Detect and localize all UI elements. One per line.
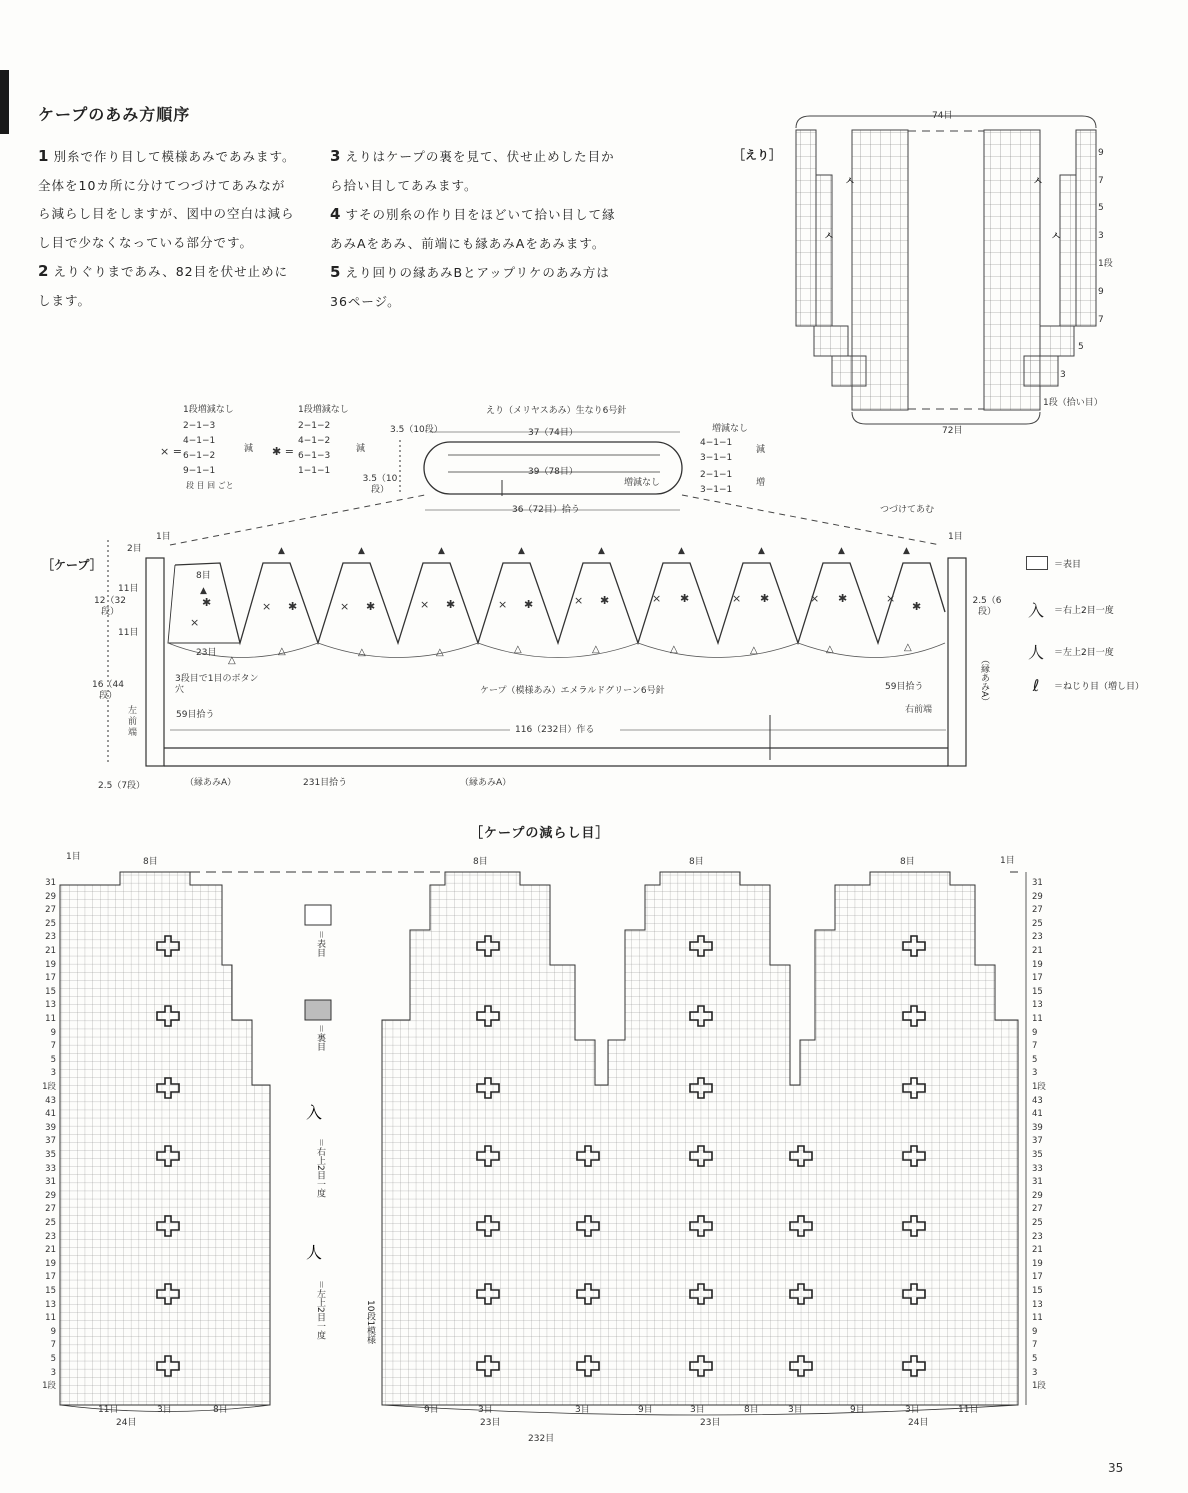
stitch-count: 3目 xyxy=(905,1405,920,1415)
row-number: 35 xyxy=(45,1150,56,1160)
stitch-count: 9目 xyxy=(424,1405,439,1415)
row-number: 19 xyxy=(1032,959,1043,970)
row-number: 37 xyxy=(45,1136,56,1147)
svg-text:△: △ xyxy=(514,644,522,655)
row-number: 27 xyxy=(1032,1204,1043,1215)
svg-text:△: △ xyxy=(278,646,286,657)
x-formula-row: 6−1−2 xyxy=(183,451,216,461)
top-left-stitch2: 2目 xyxy=(127,544,142,554)
collar-bottom-row: 1段（拾い目） xyxy=(1043,398,1103,408)
row-number: 19 xyxy=(45,959,56,970)
mid-legend-purl: ＝裏目 xyxy=(315,1024,325,1052)
svg-text:✱: ✱ xyxy=(202,596,212,609)
row-number: 3 xyxy=(1032,1367,1038,1378)
row-number: 17 xyxy=(1032,973,1043,984)
svg-text:▲: ▲ xyxy=(838,546,845,556)
svg-text:人: 人 xyxy=(306,1243,323,1262)
knit-square-icon xyxy=(1026,556,1048,570)
svg-text:✱: ✱ xyxy=(446,598,456,611)
pick-59-left: 59目拾う xyxy=(176,710,215,720)
row-number: 7 xyxy=(50,1041,56,1052)
chart-top-label: 8目 xyxy=(143,857,158,867)
pick-231: 231目拾う xyxy=(303,778,348,788)
stitch-count: 11目 xyxy=(98,1405,119,1415)
row-number: 11 xyxy=(45,1014,56,1024)
collar-label: ［えり］ xyxy=(733,148,782,162)
row-number: 9 xyxy=(50,1326,56,1337)
stitch-count: 3目 xyxy=(788,1405,803,1415)
twisted-stitch-icon: ℓ xyxy=(1032,676,1040,695)
svg-text:▲: ▲ xyxy=(903,546,910,556)
row-number: 17 xyxy=(1032,1272,1043,1283)
decrease-chart-title: ［ケープの減らし目］ xyxy=(470,826,610,841)
dim-2-5-bottom: 2.5（7段） xyxy=(98,781,146,791)
legend-knit: ＝表目 xyxy=(1026,556,1081,570)
left-front-edge: 左前端 xyxy=(128,706,138,738)
row-number: 19 xyxy=(1032,1258,1043,1269)
collar-row: 3 xyxy=(1060,370,1066,380)
star-formula-row: 4−1−2 xyxy=(298,436,331,446)
row-number: 15 xyxy=(1032,1286,1043,1296)
row-number: 5 xyxy=(1032,1054,1038,1065)
row-number: 37 xyxy=(1032,1136,1043,1147)
row-number: 41 xyxy=(45,1109,56,1120)
row-number: 7 xyxy=(1032,1340,1038,1351)
svg-text:×: × xyxy=(574,594,584,607)
legend-twist: ℓ ＝ねじり目（増し目） xyxy=(1024,676,1144,695)
row-number: 15 xyxy=(45,986,56,997)
dim-11a: 11目 xyxy=(118,584,139,594)
left-decrease-icon: 人 xyxy=(1027,643,1044,662)
collar-row: 9 xyxy=(1098,148,1104,158)
svg-text:ㅅ: ㅅ xyxy=(844,174,856,188)
row-number: 43 xyxy=(1032,1095,1043,1106)
row-number: 7 xyxy=(1032,1041,1038,1052)
row-number: 9 xyxy=(1032,1326,1038,1337)
right-formula-dec: 減 xyxy=(756,445,766,455)
dim-23: 23目 xyxy=(196,648,217,658)
top-right-stitch: 1目 xyxy=(948,532,963,542)
svg-text:×: × xyxy=(190,616,200,629)
stitch-count: 9目 xyxy=(850,1405,865,1415)
row-number: 21 xyxy=(1032,946,1043,956)
row-number: 21 xyxy=(45,946,56,956)
row-number: 9 xyxy=(1032,1027,1038,1038)
row-number: 31 xyxy=(45,878,56,888)
stitch-count-group: 24目 xyxy=(908,1418,929,1428)
row-number: 27 xyxy=(1032,905,1043,916)
row-number: 23 xyxy=(45,1231,56,1242)
edge-a-left: （縁あみA） xyxy=(185,778,237,788)
svg-text:▲: ▲ xyxy=(758,546,765,556)
row-number: 15 xyxy=(1032,986,1043,997)
svg-text:△: △ xyxy=(750,645,758,656)
x-formula-row: 4−1−1 xyxy=(183,436,216,446)
row-number: 17 xyxy=(45,1272,56,1283)
right-formula-mid: 増減なし xyxy=(624,478,661,488)
right-formula-inc-row: 3−1−1 xyxy=(700,485,733,495)
instruction-step: 2 えりぐりまであみ、82目を伏せ止めにします。 xyxy=(38,262,289,308)
svg-text:✱: ✱ xyxy=(524,598,534,611)
svg-text:✱: ✱ xyxy=(288,600,298,613)
collar-mid-size: 39（78目） xyxy=(528,467,578,477)
row-number: 23 xyxy=(45,932,56,943)
row-number: 29 xyxy=(45,1190,56,1201)
row-number: 1段 xyxy=(1032,1381,1046,1392)
svg-text:▲: ▲ xyxy=(438,546,445,556)
svg-text:×: × xyxy=(498,598,508,611)
svg-text:×: × xyxy=(420,598,430,611)
row-number: 25 xyxy=(45,1218,56,1228)
row-number: 25 xyxy=(1032,918,1043,929)
row-number: 5 xyxy=(50,1354,56,1364)
dim-2-5-right: 2.5（6段） xyxy=(972,596,1002,617)
edge-a-right: （縁あみA） xyxy=(979,655,989,707)
page-number: 35 xyxy=(1108,1461,1124,1475)
row-number: 23 xyxy=(1032,932,1043,943)
x-formula-header: 1段増減なし xyxy=(183,405,234,415)
collar-chart xyxy=(796,116,1096,424)
body-note: ケープ（模様あみ）エメラルドグリーン6号針 xyxy=(480,686,665,696)
stitch-count-group: 23目 xyxy=(480,1418,501,1428)
mid-legend-knit: ＝表目 xyxy=(315,930,325,958)
dim-8: 8目 xyxy=(196,571,211,581)
star-formula-side: 減 xyxy=(356,444,366,454)
stitch-count: 11目 xyxy=(958,1405,979,1415)
row-number: 39 xyxy=(1032,1122,1043,1133)
star-formula-row: 6−1−3 xyxy=(298,451,331,461)
row-number: 13 xyxy=(45,1299,56,1310)
row-number: 1段 xyxy=(42,1381,56,1392)
x-formula-row: 2−1−3 xyxy=(183,421,216,431)
right-formula-dec-row: 3−1−1 xyxy=(700,453,733,463)
row-number: 31 xyxy=(45,1177,56,1188)
row-number: 13 xyxy=(45,1000,56,1011)
stitch-count: 3目 xyxy=(157,1405,172,1415)
right-formula-inc: 増 xyxy=(756,478,766,488)
chart-top-label: 8目 xyxy=(473,857,488,867)
collar-pick: 36（72目）拾う xyxy=(512,505,580,515)
star-formula-eq: ✱ = xyxy=(272,445,294,458)
svg-text:▲: ▲ xyxy=(678,546,685,556)
row-number: 35 xyxy=(1032,1150,1043,1160)
collar-row: 5 xyxy=(1078,342,1084,352)
svg-text:✱: ✱ xyxy=(912,600,922,613)
collar-height-top: 3.5（10段） xyxy=(390,425,443,435)
row-number: 3 xyxy=(1032,1068,1038,1079)
chart-corner-right: 1目 xyxy=(1000,856,1015,866)
svg-text:▲: ▲ xyxy=(598,546,605,556)
row-number: 23 xyxy=(1032,1231,1043,1242)
stitch-count: 8目 xyxy=(744,1405,759,1415)
row-number: 19 xyxy=(45,1258,56,1269)
row-number: 11 xyxy=(45,1313,56,1324)
collar-row: 7 xyxy=(1098,315,1104,325)
collar-row: 5 xyxy=(1098,203,1104,213)
row-number: 25 xyxy=(1032,1218,1043,1228)
stitch-count: 8目 xyxy=(213,1405,228,1415)
svg-text:ㅅ: ㅅ xyxy=(1050,229,1062,243)
svg-text:✱: ✱ xyxy=(838,592,848,605)
star-formula-header: 1段増減なし xyxy=(298,405,349,415)
row-number: 3 xyxy=(50,1367,56,1378)
row-number: 5 xyxy=(1032,1354,1038,1364)
collar-height-side: 3.5（10段） xyxy=(362,474,398,495)
svg-text:入: 入 xyxy=(306,1103,323,1122)
svg-text:✱: ✱ xyxy=(600,594,610,607)
row-number: 33 xyxy=(1032,1163,1043,1174)
stitch-count-group: 24目 xyxy=(116,1418,137,1428)
row-number: 15 xyxy=(45,1286,56,1296)
row-number: 29 xyxy=(1032,1190,1043,1201)
svg-text:ㅅ: ㅅ xyxy=(823,229,835,243)
dim-11b: 11目 xyxy=(118,628,139,638)
row-number: 11 xyxy=(1032,1313,1043,1324)
collar-row: 7 xyxy=(1098,176,1104,186)
cast-on-note: 116（232目）作る xyxy=(515,725,595,735)
instruction-step: 1 別糸で作り目して模様あみであみます。全体を10カ所に分けてつづけてあみながら減らし目をしますが、図中の空白は減らし目で少なくなっている部分です。 xyxy=(38,147,296,250)
right-front-edge: 右前端 xyxy=(905,705,933,715)
right-formula-inc-row: 2−1−1 xyxy=(700,470,733,480)
stitch-count: 3目 xyxy=(478,1405,493,1415)
svg-text:▲: ▲ xyxy=(358,546,365,556)
instruction-step: 4 すその別糸の作り目をほどいて拾い目して縁あみAをあみ、前端にも縁あみAをあみます。 xyxy=(330,205,616,251)
svg-text:×: × xyxy=(340,600,350,613)
row-number: 33 xyxy=(45,1163,56,1174)
svg-text:✱: ✱ xyxy=(680,592,690,605)
row-number: 29 xyxy=(45,891,56,902)
legend-left-dec: 人 ＝左上2目一度 xyxy=(1024,640,1114,663)
row-number: 27 xyxy=(45,1204,56,1215)
collar-row: 3 xyxy=(1098,231,1104,241)
svg-text:✱: ✱ xyxy=(760,592,770,605)
svg-text:△: △ xyxy=(436,647,444,658)
star-formula-row: 1−1−1 xyxy=(298,466,331,476)
x-formula-foot: 段 目 回 ごと xyxy=(186,481,234,490)
row-number: 5 xyxy=(50,1054,56,1065)
svg-text:△: △ xyxy=(670,644,678,655)
instruction-step: 3 えりはケープの裏を見て、伏せ止めした目から拾い目してあみます。 xyxy=(330,147,615,193)
svg-text:△: △ xyxy=(826,644,834,655)
svg-text:△: △ xyxy=(592,644,600,655)
page-title: ケープのあみ方順序 xyxy=(38,105,191,124)
dim-16: 16（44段） xyxy=(92,680,124,701)
row-number: 39 xyxy=(45,1122,56,1133)
row-number: 31 xyxy=(1032,1177,1043,1188)
row-number: 17 xyxy=(45,973,56,984)
svg-text:△: △ xyxy=(358,647,366,658)
x-formula-eq: × = xyxy=(160,445,182,458)
legend-right-dec: 入 ＝右上2目一度 xyxy=(1024,598,1114,621)
svg-text:×: × xyxy=(886,592,896,605)
svg-text:×: × xyxy=(732,592,742,605)
svg-text:△: △ xyxy=(904,642,912,653)
x-formula-row: 9−1−1 xyxy=(183,466,216,476)
x-formula-side: 減 xyxy=(244,444,254,454)
edge-a-mid: （縁あみA） xyxy=(460,778,512,788)
decrease-chart xyxy=(60,872,1026,1415)
continue-note: つづけてあむ xyxy=(880,505,935,515)
chart-top-label: 8目 xyxy=(900,857,915,867)
right-decrease-icon: 入 xyxy=(1027,601,1044,620)
mid-legend-right-dec: ＝右上2目一度 xyxy=(315,1138,325,1198)
stitch-count: 9目 xyxy=(638,1405,653,1415)
svg-text:▲: ▲ xyxy=(518,546,525,556)
row-number: 1段 xyxy=(42,1082,56,1092)
mid-legend-left-dec: ＝左上2目一度 xyxy=(315,1280,325,1340)
row-number: 21 xyxy=(45,1245,56,1256)
pattern-repeat-note: 10段1模様 xyxy=(365,1300,375,1345)
row-number: 7 xyxy=(50,1340,56,1351)
row-number: 13 xyxy=(1032,1000,1043,1011)
chart-corner-left: 1目 xyxy=(66,852,81,862)
row-number: 41 xyxy=(1032,1109,1043,1120)
collar-row: 1段 xyxy=(1098,259,1113,269)
row-number: 21 xyxy=(1032,1245,1043,1256)
row-number: 43 xyxy=(45,1095,56,1106)
row-number: 27 xyxy=(45,905,56,916)
svg-text:×: × xyxy=(810,592,820,605)
star-formula-row: 2−1−2 xyxy=(298,421,331,431)
row-number: 1段 xyxy=(1032,1082,1046,1092)
button-hole-note: 3段目で1目のボタン穴 xyxy=(175,674,259,695)
svg-text:×: × xyxy=(262,600,272,613)
pick-59-right: 59目拾う xyxy=(885,682,924,692)
top-left-stitch: 1目 xyxy=(156,532,171,542)
row-number: 13 xyxy=(1032,1299,1043,1310)
svg-text:ㅅ: ㅅ xyxy=(1032,174,1044,188)
svg-text:▲: ▲ xyxy=(200,586,207,596)
row-number: 9 xyxy=(50,1027,56,1038)
chart-total: 232目 xyxy=(528,1434,555,1444)
stitch-count-group: 23目 xyxy=(700,1418,721,1428)
row-number: 29 xyxy=(1032,891,1043,902)
row-number: 3 xyxy=(50,1068,56,1079)
svg-text:×: × xyxy=(652,592,662,605)
cape-label: ［ケープ］ xyxy=(42,558,102,572)
stitch-count: 3目 xyxy=(690,1405,705,1415)
svg-text:△: △ xyxy=(228,655,236,666)
instruction-step: 5 えり回りの縁あみBとアップリケのあみ方は36ページ。 xyxy=(330,263,610,309)
dim-12: 12（32段） xyxy=(94,596,126,617)
right-formula-head: 増減なし xyxy=(712,424,749,434)
row-number: 25 xyxy=(45,918,56,929)
right-formula-dec-row: 4−1−1 xyxy=(700,438,733,448)
svg-text:▲: ▲ xyxy=(278,546,285,556)
svg-text:✱: ✱ xyxy=(366,600,376,613)
collar-top-width: 74目 xyxy=(932,111,953,121)
row-number: 31 xyxy=(1032,878,1043,888)
collar-row: 9 xyxy=(1098,287,1104,297)
collar-top-size: 37（74目） xyxy=(528,428,578,438)
collar-bottom-width: 72目 xyxy=(942,426,963,436)
stitch-count: 3目 xyxy=(575,1405,590,1415)
collar-note: えり（メリヤスあみ）生なり6号針 xyxy=(486,406,627,416)
chart-top-label: 8目 xyxy=(689,857,704,867)
row-number: 11 xyxy=(1032,1014,1043,1024)
